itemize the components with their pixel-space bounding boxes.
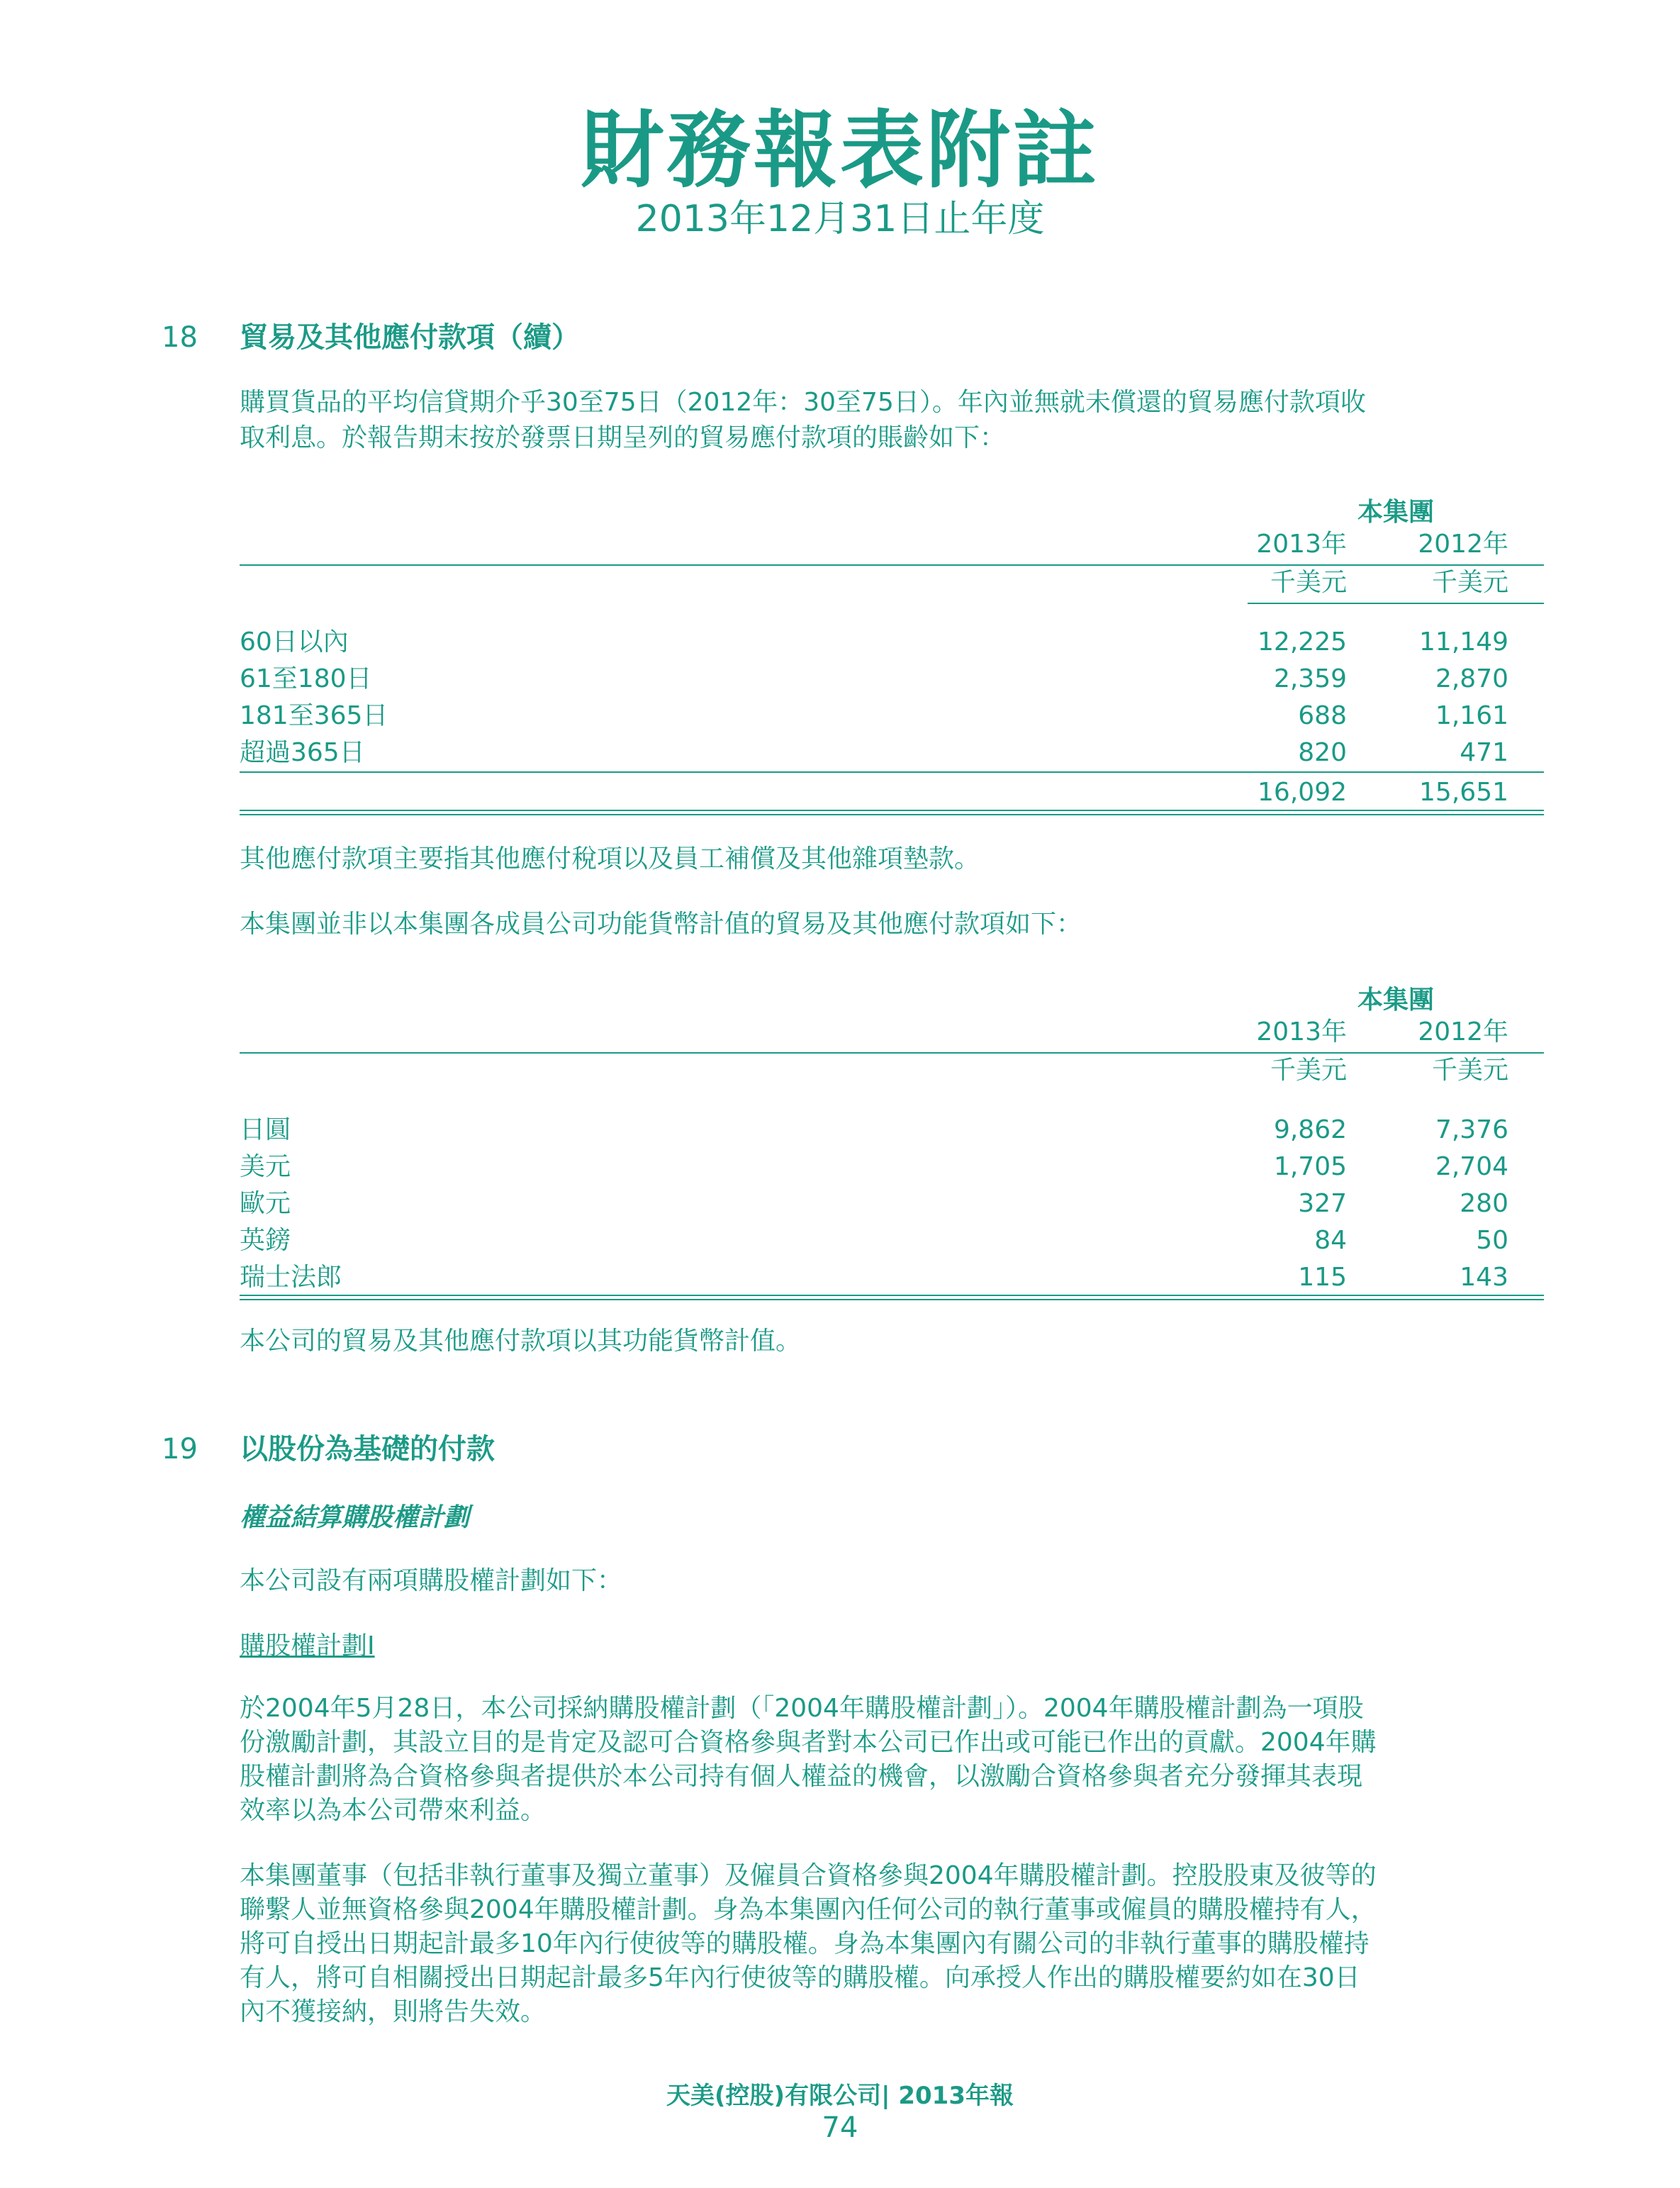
table1-subtotal-rule [240, 771, 1544, 773]
section19-para2-line: 本集團董事（包括非執行董事及獨立董事）及僱員合資格參與2004年購股權計劃。控股股東及彼等的 [240, 1861, 1377, 1890]
table2-row-label: 歐元 [240, 1189, 291, 1218]
table1-row-value-2013: 688 [1298, 701, 1347, 730]
table1-year-2012: 2012年 [1418, 530, 1508, 559]
table2-unit-2012: 千美元 [1431, 1056, 1508, 1085]
table2-row-value-2012: 50 [1476, 1226, 1508, 1255]
table2-row-label: 瑞士法郎 [240, 1263, 342, 1292]
table2-row-value-2012: 2,704 [1435, 1152, 1508, 1181]
section19-para2-line: 有人，將可自相關授出日期起計最多5年內行使彼等的購股權。向承授人作出的購股權要約如在30日 [240, 1963, 1360, 1992]
table1-row-label: 181至365日 [240, 701, 388, 730]
table1-row-value-2012: 11,149 [1419, 627, 1508, 657]
table1-unit-rule [1248, 603, 1544, 604]
section19-subheading: 權益結算購股權計劃 [240, 1503, 470, 1532]
footer-company: 天美(控股)有限公司| 2013年報 [666, 2082, 1014, 2110]
section19-para2-line: 內不獲接納，則將告失效。 [240, 1997, 547, 2026]
table2-total-rule-top [240, 1295, 1544, 1296]
table2-row-label: 英鎊 [240, 1226, 291, 1255]
table1-row-value-2013: 12,225 [1258, 627, 1347, 657]
table2-row-value-2013: 115 [1298, 1263, 1347, 1292]
table1-row-label: 60日以內 [240, 627, 349, 657]
table2-row-label: 日圓 [240, 1115, 291, 1144]
table2-group-header: 本集團 [1357, 986, 1434, 1015]
table1-total-rule-top [240, 810, 1544, 811]
table2-unit-2013: 千美元 [1270, 1056, 1347, 1085]
section-title-19: 以股份為基礎的付款 [240, 1433, 495, 1466]
table1-unit-2012: 千美元 [1431, 568, 1508, 597]
section-number-18: 18 [162, 321, 198, 354]
table2-row-value-2012: 280 [1460, 1189, 1508, 1218]
page-title: 財務報表附註 [580, 101, 1099, 199]
section19-para1-line: 份激勵計劃，其設立目的是肯定及認可合資格參與者對本公司已作出或可能已作出的貢獻。2004年購 [240, 1728, 1377, 1757]
table1-row-label: 超過365日 [240, 738, 365, 767]
section19-para1-line: 效率以為本公司帶來利益。 [240, 1796, 547, 1825]
section18-note-company: 本公司的貿易及其他應付款項以其功能貨幣計值。 [240, 1327, 802, 1356]
table1-row-value-2012: 2,870 [1435, 664, 1508, 693]
table2-row-value-2012: 7,376 [1435, 1115, 1508, 1144]
section18-intro-line1: 購買貨品的平均信貸期介乎30至75日（2012年：30至75日）。年內並無就未償還的貿易應付款項收 [240, 388, 1366, 417]
table1-unit-2013: 千美元 [1270, 568, 1347, 597]
table2-header-rule [240, 1052, 1544, 1054]
table1-row-value-2013: 2,359 [1273, 664, 1347, 693]
table2-total-rule-bottom [240, 1299, 1544, 1300]
table1-group-header: 本集團 [1357, 498, 1434, 527]
table1-row-value-2012: 1,161 [1435, 701, 1508, 730]
table2-row-value-2013: 84 [1314, 1226, 1347, 1255]
table1-year-2013: 2013年 [1256, 530, 1347, 559]
table1-row-value-2012: 471 [1460, 738, 1508, 767]
section18-note-currency: 本集團並非以本集團各成員公司功能貨幣計值的貿易及其他應付款項如下： [240, 910, 1082, 939]
section19-para1-line: 股權計劃將為合資格參與者提供於本公司持有個人權益的機會，以激勵合資格參與者充分發揮其表現 [240, 1762, 1363, 1791]
table1-total-2013: 16,092 [1258, 778, 1347, 807]
table2-row-value-2013: 9,862 [1273, 1115, 1347, 1144]
page-number: 74 [822, 2111, 858, 2144]
table2-row-value-2013: 1,705 [1273, 1152, 1347, 1181]
table2-row-label: 美元 [240, 1152, 291, 1181]
section-title-18: 貿易及其他應付款項（續） [240, 321, 580, 354]
table2-year-2013: 2013年 [1256, 1017, 1347, 1046]
scheme-title: 購股權計劃I [240, 1631, 375, 1660]
table1-row-value-2013: 820 [1298, 738, 1347, 767]
section18-note-other: 其他應付款項主要指其他應付稅項以及員工補償及其他雜項墊款。 [240, 844, 980, 873]
table2-row-value-2013: 327 [1298, 1189, 1347, 1218]
section-number-19: 19 [162, 1433, 198, 1466]
table1-header-rule [240, 564, 1544, 566]
table2-year-2012: 2012年 [1418, 1017, 1508, 1046]
section19-para1-line: 於2004年5月28日，本公司採納購股權計劃（「2004年購股權計劃」）。2004年購股權計劃為一項股 [240, 1694, 1364, 1723]
table2-row-value-2012: 143 [1460, 1263, 1508, 1292]
section19-para2-line: 聯繫人並無資格參與2004年購股權計劃。身為本集團內任何公司的執行董事或僱員的購股權持有人， [240, 1895, 1377, 1924]
table1-total-rule-bottom [240, 814, 1544, 815]
section19-para2-line: 將可自授出日期起計最多10年內行使彼等的購股權。身為本集團內有關公司的非執行董事的購股權持 [240, 1929, 1370, 1958]
page-subtitle: 2013年12月31日止年度 [635, 198, 1045, 240]
table1-total-2012: 15,651 [1419, 778, 1508, 807]
table1-row-label: 61至180日 [240, 664, 372, 693]
section18-intro-line2: 取利息。於報告期末按於發票日期呈列的貿易應付款項的賬齡如下： [240, 423, 1006, 452]
section19-intro: 本公司設有兩項購股權計劃如下： [240, 1566, 623, 1595]
